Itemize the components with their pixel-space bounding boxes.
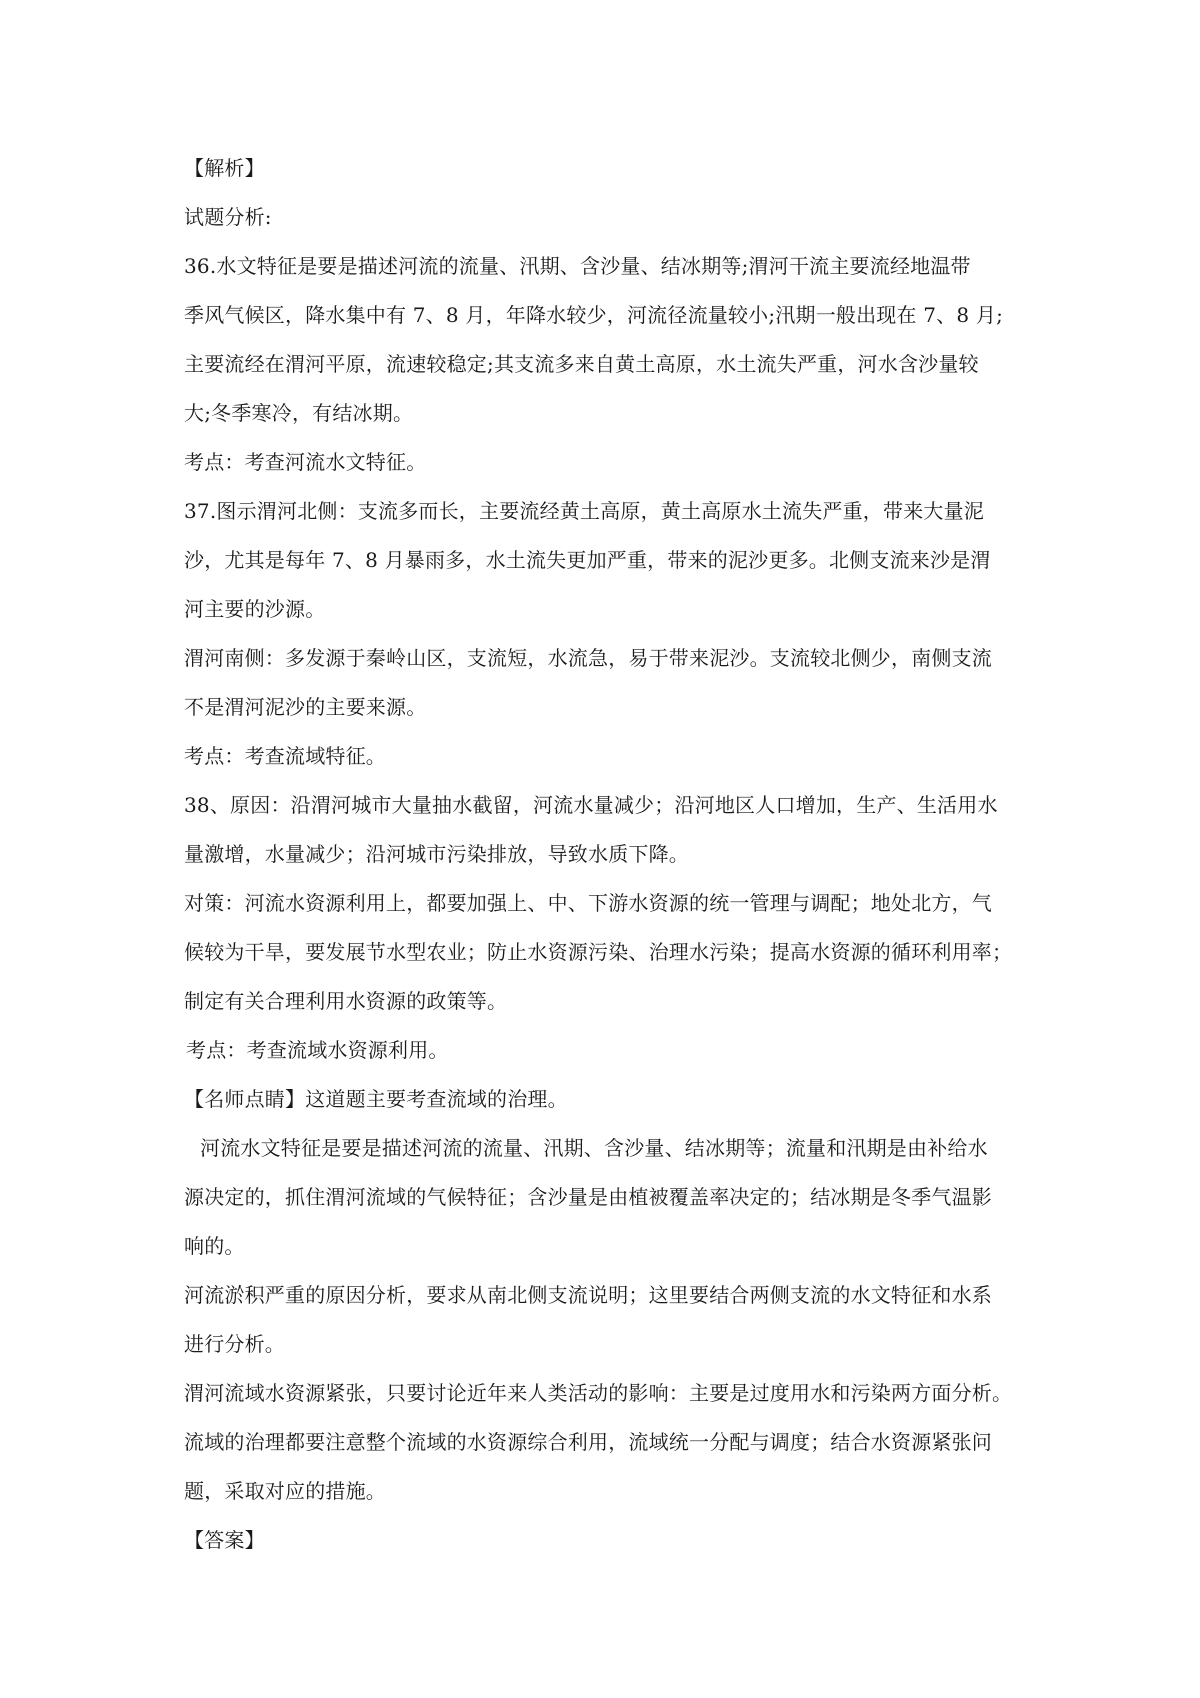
text-line: 沙，尤其是每年 7、8 月暴雨多，水土流失更加严重，带来的泥沙更多。北侧支流来沙是渭 <box>184 548 991 572</box>
text-line: 源决定的，抓住渭河流域的气候特征；含沙量是由植被覆盖率决定的；结冰期是冬季气温影 <box>184 1185 992 1209</box>
text-line: 渭河流域水资源紧张，只要讨论近年来人类活动的影响：主要是过度用水和污染两方面分析。 <box>184 1381 1013 1405</box>
text-line: 不是渭河泥沙的主要来源。 <box>184 695 427 719</box>
text-line: 题，采取对应的措施。 <box>184 1479 386 1503</box>
text-line: 河流淤积严重的原因分析，要求从南北侧支流说明；这里要结合两侧支流的水文特征和水系 <box>184 1283 992 1307</box>
section-heading-answer: 【答案】 <box>184 1528 265 1552</box>
text-line: 流域的治理都要注意整个流域的水资源综合利用，流域统一分配与调度；结合水资源紧张问 <box>184 1430 992 1454</box>
text-line: 大;冬季寒冷，有结冰期。 <box>184 401 414 425</box>
text-line: 河流水文特征是要是描述河流的流量、汛期、含沙量、结冰期等；流量和汛期是由补给水 <box>200 1136 988 1160</box>
text-line: 主要流经在渭河平原，流速较稳定;其支流多来自黄土高原，水土流失严重，河水含沙量较 <box>184 352 979 376</box>
text-line: 37.图示渭河北侧：支流多而长，主要流经黄土高原，黄土高原水土流失严重，带来大量泥 <box>184 499 985 523</box>
text-line: 候较为干旱，要发展节水型农业；防止水资源污染、治理水污染；提高水资源的循环利用率； <box>184 940 1013 964</box>
text-line: 季风气候区，降水集中有 7、8 月，年降水较少，河流径流量较小;汛期一般出现在 7、8 月; <box>184 303 1004 327</box>
text-line: 试题分析: <box>184 205 272 229</box>
text-line: 对策：河流水资源利用上，都要加强上、中、下游水资源的统一管理与调配；地处北方，气 <box>184 891 992 915</box>
text-line: 考点：考查河流水文特征。 <box>184 450 427 474</box>
document-body <box>184 150 1030 1571</box>
text-line: 考点：考查流域水资源利用。 <box>186 1038 449 1062</box>
text-line: 响的。 <box>184 1234 245 1258</box>
text-line: 38、原因：沿渭河城市大量抽水截留，河流水量减少；沿河地区人口增加，生产、生活用水 <box>184 793 998 817</box>
section-heading-analysis: 【解析】 <box>184 156 265 180</box>
text-line: 河主要的沙源。 <box>184 597 326 621</box>
text-line: 进行分析。 <box>184 1332 285 1356</box>
text-line: 量激增，水量减少；沿河城市污染排放，导致水质下降。 <box>184 842 689 866</box>
text-line: 考点：考查流域特征。 <box>184 744 386 768</box>
text-line: 渭河南侧：多发源于秦岭山区，支流短，水流急，易于带来泥沙。支流较北侧少，南侧支流 <box>184 646 992 670</box>
text-line: 制定有关合理利用水资源的政策等。 <box>184 989 508 1013</box>
section-heading-teacher-notes: 【名师点睛】这道题主要考查流域的治理。 <box>184 1087 568 1111</box>
text-line: 36.水文特征是要是描述河流的流量、汛期、含沙量、结冰期等;渭河干流主要流经地温带 <box>184 254 971 278</box>
